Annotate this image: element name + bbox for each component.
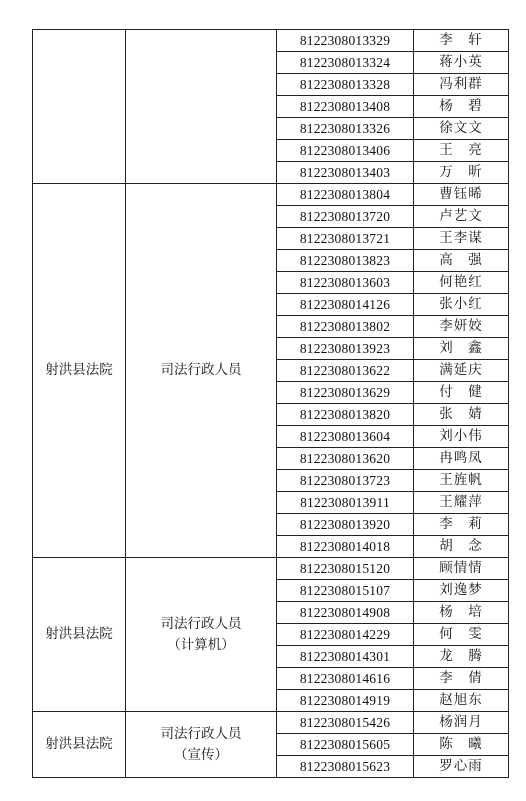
exam-id-cell: 8122308013328: [277, 74, 414, 96]
exam-id-cell: 8122308014908: [277, 602, 414, 624]
exam-id-cell: 8122308014919: [277, 690, 414, 712]
candidate-name-cell: 卢艺文: [414, 206, 509, 228]
candidate-name-cell: 李 莉: [414, 514, 509, 536]
exam-id-cell: 8122308015426: [277, 712, 414, 734]
exam-id-cell: 8122308015623: [277, 756, 414, 778]
candidate-name-cell: 万 昕: [414, 162, 509, 184]
table-row: [33, 558, 509, 580]
exam-id-cell: 8122308013408: [277, 96, 414, 118]
candidate-name-cell: 冉鸣凤: [414, 448, 509, 470]
position-line: （计算机）: [167, 636, 235, 653]
exam-id-cell: 8122308013326: [277, 118, 414, 140]
roster-body: [33, 30, 509, 778]
exam-id-cell: 8122308013802: [277, 316, 414, 338]
candidate-name-cell: 杨润月: [414, 712, 509, 734]
candidate-roster-table: [32, 29, 509, 778]
exam-id-cell: 8122308013820: [277, 404, 414, 426]
exam-id-cell: 8122308013823: [277, 250, 414, 272]
exam-id-cell: 8122308013920: [277, 514, 414, 536]
exam-id-cell: 8122308014616: [277, 668, 414, 690]
candidate-name-cell: 徐文文: [414, 118, 509, 140]
exam-id-cell: 8122308013620: [277, 448, 414, 470]
table-row: [33, 30, 509, 52]
table-row: [33, 184, 509, 206]
exam-id-cell: 8122308013721: [277, 228, 414, 250]
exam-id-cell: 8122308015107: [277, 580, 414, 602]
exam-id-cell: 8122308013604: [277, 426, 414, 448]
position-line: （宣传）: [174, 746, 228, 763]
exam-id-cell: 8122308013406: [277, 140, 414, 162]
candidate-name-cell: 满延庆: [414, 360, 509, 382]
court-cell: 射洪县法院: [33, 558, 126, 712]
exam-id-cell: 8122308014018: [277, 536, 414, 558]
candidate-name-cell: 罗心雨: [414, 756, 509, 778]
candidate-name-cell: 胡 念: [414, 536, 509, 558]
candidate-name-cell: 付 健: [414, 382, 509, 404]
exam-id-cell: 8122308015120: [277, 558, 414, 580]
candidate-name-cell: 陈 曦: [414, 734, 509, 756]
candidate-name-cell: 王耀萍: [414, 492, 509, 514]
exam-id-cell: 8122308014301: [277, 646, 414, 668]
exam-id-cell: 8122308013622: [277, 360, 414, 382]
exam-id-cell: 8122308013603: [277, 272, 414, 294]
candidate-name-cell: 李妍姣: [414, 316, 509, 338]
candidate-name-cell: 杨 碧: [414, 96, 509, 118]
candidate-name-cell: 何 雯: [414, 624, 509, 646]
position-line: 司法行政人员: [160, 615, 242, 632]
candidate-name-cell: 王李谋: [414, 228, 509, 250]
position-cell: [126, 184, 277, 558]
exam-id-cell: 8122308013804: [277, 184, 414, 206]
court-cell: [33, 30, 126, 184]
position-cell: [126, 712, 277, 778]
candidate-name-cell: 李 倩: [414, 668, 509, 690]
exam-id-cell: 8122308015605: [277, 734, 414, 756]
position-line: 司法行政人员: [160, 725, 242, 742]
exam-id-cell: 8122308014126: [277, 294, 414, 316]
court-cell: 射洪县法院: [33, 184, 126, 558]
candidate-name-cell: 刘小伟: [414, 426, 509, 448]
candidate-name-cell: 何艳红: [414, 272, 509, 294]
exam-id-cell: 8122308013629: [277, 382, 414, 404]
position-cell: [126, 30, 277, 184]
exam-id-cell: 8122308013720: [277, 206, 414, 228]
candidate-name-cell: 顾情情: [414, 558, 509, 580]
candidate-name-cell: 李 轩: [414, 30, 509, 52]
candidate-name-cell: 高 强: [414, 250, 509, 272]
candidate-name-cell: 王旌帆: [414, 470, 509, 492]
candidate-name-cell: 赵旭东: [414, 690, 509, 712]
exam-id-cell: 8122308013329: [277, 30, 414, 52]
candidate-name-cell: 曹钰晞: [414, 184, 509, 206]
exam-id-cell: 8122308013911: [277, 492, 414, 514]
exam-id-cell: 8122308013403: [277, 162, 414, 184]
court-cell: 射洪县法院: [33, 712, 126, 778]
candidate-name-cell: 张 婧: [414, 404, 509, 426]
candidate-name-cell: 龙 腾: [414, 646, 509, 668]
exam-id-cell: 8122308014229: [277, 624, 414, 646]
position-cell: [126, 558, 277, 712]
candidate-name-cell: 张小红: [414, 294, 509, 316]
candidate-name-cell: 杨 培: [414, 602, 509, 624]
candidate-name-cell: 蒋小英: [414, 52, 509, 74]
position-line: 司法行政人员: [160, 362, 242, 378]
candidate-name-cell: 刘逸梦: [414, 580, 509, 602]
exam-id-cell: 8122308013723: [277, 470, 414, 492]
candidate-name-cell: 王 亮: [414, 140, 509, 162]
table-row: [33, 712, 509, 734]
exam-id-cell: 8122308013923: [277, 338, 414, 360]
exam-id-cell: 8122308013324: [277, 52, 414, 74]
candidate-name-cell: 刘 鑫: [414, 338, 509, 360]
candidate-name-cell: 冯利群: [414, 74, 509, 96]
